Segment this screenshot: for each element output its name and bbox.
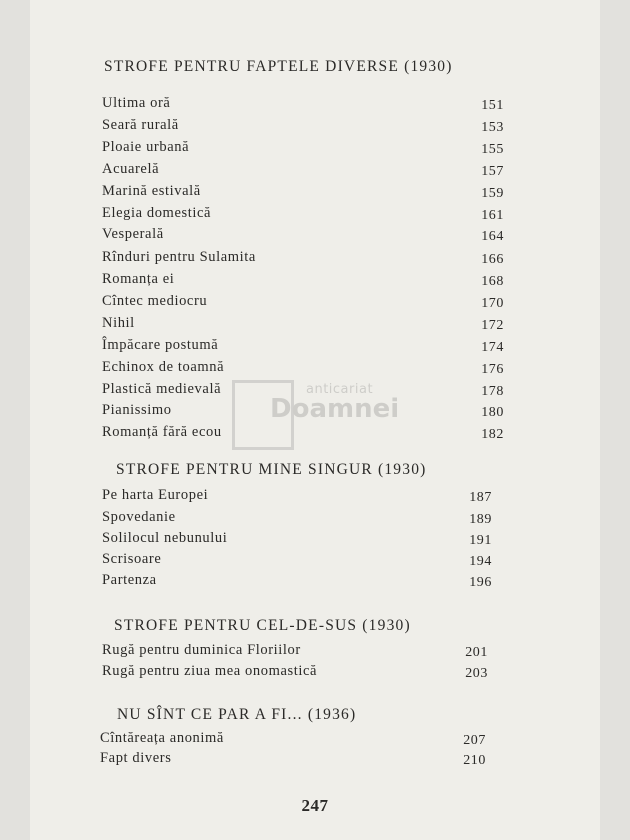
entry-page: 180 [481, 405, 504, 420]
entry-page: 161 [481, 208, 504, 223]
entry-page: 201 [465, 645, 488, 660]
entry-page: 155 [481, 142, 504, 157]
entry-page: 187 [469, 490, 492, 505]
toc-entry [102, 642, 488, 662]
entry-page: 176 [481, 362, 504, 377]
entry-title: Ploaie urbană [102, 139, 190, 155]
entry-title: Romanța ei [102, 271, 175, 287]
entry-page: 157 [481, 164, 504, 179]
toc-entry [102, 402, 504, 422]
entry-page: 196 [469, 575, 492, 590]
entry-title: Elegia domestică [102, 205, 212, 221]
watermark-line2: Doamnei [270, 394, 400, 424]
entry-page: 178 [481, 384, 504, 399]
entry-page: 189 [469, 512, 492, 527]
toc-entry [102, 183, 504, 203]
entry-title: Romanță fără ecou [102, 424, 222, 440]
entry-title: Rugă pentru ziua mea onomastică [102, 663, 318, 679]
entry-title: Împăcare postumă [102, 337, 219, 353]
section-title: STROFE PENTRU CEL-DE-SUS (1930) [114, 617, 411, 634]
toc-entry [102, 487, 492, 507]
entry-title: Fapt divers [100, 750, 172, 766]
entry-page: 159 [481, 186, 504, 201]
watermark-line1: anticariat [306, 382, 374, 397]
entry-title: Cîntăreața anonimă [100, 730, 224, 746]
entry-title: Pianissimo [102, 402, 172, 418]
toc-entry [102, 572, 492, 592]
entry-title: Seară rurală [102, 117, 179, 133]
toc-entry [102, 359, 504, 379]
toc-entry [102, 293, 504, 313]
toc-entry [100, 750, 486, 770]
toc-entry [102, 509, 492, 529]
toc-entry [102, 117, 504, 137]
entry-title: Solilocul nebunului [102, 530, 228, 546]
entry-page: 172 [481, 318, 504, 333]
entry-page: 170 [481, 296, 504, 311]
entry-title: Rînduri pentru Sulamita [102, 249, 256, 265]
entry-page: 194 [469, 554, 492, 569]
toc-entry [102, 337, 504, 357]
toc-entry [102, 95, 504, 115]
toc-entry [102, 161, 504, 181]
entry-title: Pe harta Europei [102, 487, 209, 503]
section-title: STROFE PENTRU FAPTELE DIVERSE (1930) [104, 58, 453, 75]
entry-page: 174 [481, 340, 504, 355]
toc-entry [102, 551, 492, 571]
toc-entry [102, 139, 504, 159]
entry-title: Rugă pentru duminica Floriilor [102, 642, 301, 658]
entry-title: Nihil [102, 315, 135, 331]
entry-page: 207 [463, 733, 486, 748]
entry-page: 182 [481, 427, 504, 442]
toc-entry [102, 249, 504, 269]
entry-title: Marină estivală [102, 183, 201, 199]
entry-page: 153 [481, 120, 504, 135]
toc-entry [102, 226, 504, 246]
entry-page: 164 [481, 229, 504, 244]
entry-page: 168 [481, 274, 504, 289]
entry-title: Vesperală [102, 226, 164, 242]
entry-page: 203 [465, 666, 488, 681]
page-number: 247 [301, 796, 329, 815]
entry-page: 166 [481, 252, 504, 267]
toc-entry [102, 315, 504, 335]
section-title: STROFE PENTRU MINE SINGUR (1930) [116, 461, 427, 478]
toc-entry [102, 381, 504, 401]
entry-title: Cîntec mediocru [102, 293, 208, 309]
entry-page: 210 [463, 753, 486, 768]
toc-entry [102, 424, 504, 444]
entry-title: Acuarelă [102, 161, 160, 177]
entry-title: Spovedanie [102, 509, 176, 525]
entry-title: Scrisoare [102, 551, 162, 567]
entry-page: 151 [481, 98, 504, 113]
toc-entry [102, 271, 504, 291]
entry-title: Partenza [102, 572, 157, 588]
entry-title: Plastică medievală [102, 381, 222, 397]
toc-entry [102, 530, 492, 550]
toc-entry [102, 663, 488, 683]
toc-entry [102, 205, 504, 225]
entry-title: Echinox de toamnă [102, 359, 225, 375]
entry-title: Ultima oră [102, 95, 171, 111]
section-title: NU SÎNT CE PAR A FI... (1936) [117, 706, 357, 723]
entry-page: 191 [469, 533, 492, 548]
toc-entry [100, 730, 486, 750]
